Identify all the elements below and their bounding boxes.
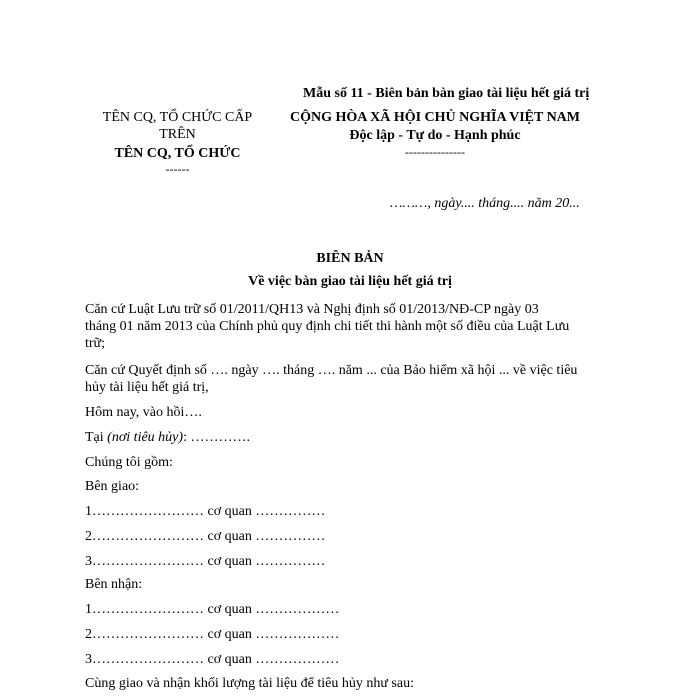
giver-label: Bên giao: <box>85 479 140 494</box>
basis-2-line-1: Căn cứ Quyết định số …. ngày …. tháng …. năm ... của Bảo hiểm xã hội ... về việc tiêu <box>85 363 578 378</box>
place-prefix: Tại <box>85 430 108 445</box>
place-italic: (nơi tiêu hủy) <box>107 430 184 445</box>
motto: Độc lập - Tự do - Hạnh phúc <box>349 128 521 143</box>
date-line: ………, ngày.... tháng.... năm 20... <box>390 196 580 211</box>
form-label: Mẫu số 11 - Biên bản bàn giao tài liệu hết giá trị <box>303 86 590 101</box>
motto-dash: --------------- <box>405 145 465 159</box>
giver-row-3: 3…………………… cơ quan …………… <box>85 554 326 569</box>
closing-line: Cùng giao và nhận khối lượng tài liệu để tiêu hủy như sau: <box>85 676 414 691</box>
agency-dash: ------ <box>165 162 190 176</box>
document-title: BIÊN BẢN <box>316 251 384 266</box>
giver-row-2: 2…………………… cơ quan …………… <box>85 529 326 544</box>
we-include: Chúng tôi gồm: <box>85 455 173 470</box>
receiver-row-2: 2…………………… cơ quan ……………… <box>85 627 340 642</box>
receiver-row-3: 3…………………… cơ quan ……………… <box>85 652 340 667</box>
document-subject: Về việc bàn giao tài liệu hết giá trị <box>248 274 452 289</box>
superior-agency-line2: TRÊN <box>159 127 196 142</box>
today-line: Hôm nay, vào hồi…. <box>85 405 202 420</box>
receiver-label: Bên nhận: <box>85 577 143 592</box>
place-suffix: : …………. <box>183 430 250 445</box>
basis-1-line-1: Căn cứ Luật Lưu trữ số 01/2011/QH13 và Nghị định số 01/2013/NĐ-CP ngày 03 <box>85 302 539 317</box>
agency-name: TÊN CQ, TỔ CHỨC <box>114 146 241 161</box>
basis-1-line-2: tháng 01 năm 2013 của Chính phủ quy định chi tiết thi hành một số điều của Luật Lưu <box>85 319 570 334</box>
basis-2-line-2: hủy tài liệu hết giá trị, <box>85 380 209 395</box>
basis-1-line-3: trữ; <box>85 336 106 351</box>
receiver-row-1: 1…………………… cơ quan ……………… <box>85 602 340 617</box>
giver-row-1: 1…………………… cơ quan …………… <box>85 504 326 519</box>
republic-name: CỘNG HÒA XÃ HỘI CHỦ NGHĨA VIỆT NAM <box>289 110 580 125</box>
superior-agency-line1: TÊN CQ, TỔ CHỨC CẤP <box>102 110 253 125</box>
place-line <box>85 429 250 446</box>
